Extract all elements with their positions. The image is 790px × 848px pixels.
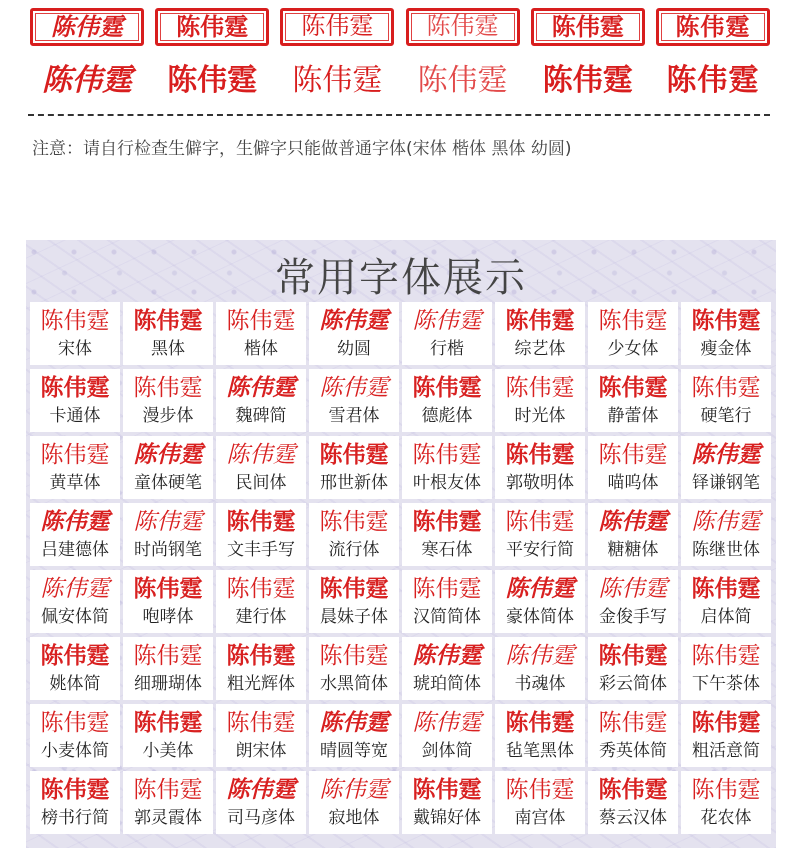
font-sample-text: 陈伟霆 [319, 643, 389, 669]
font-cell [309, 771, 399, 834]
font-sample-text: 陈伟霆 [319, 442, 389, 468]
font-name-label: 漫步体 [142, 406, 194, 426]
font-sample-text: 陈伟霆 [226, 374, 296, 401]
font-name-label: 幼圆 [337, 339, 371, 359]
font-cell [30, 369, 120, 432]
font-cell [588, 302, 678, 365]
font-cell [30, 570, 120, 633]
font-name-label: 小麦体简 [41, 741, 109, 761]
font-cell [588, 704, 678, 767]
font-name-label: 晨妹子体 [320, 607, 388, 627]
font-name-label: 平安行简 [506, 540, 574, 560]
font-name-label: 行楷 [430, 339, 464, 359]
font-name-label: 时尚钢笔 [134, 540, 202, 560]
font-sample-text: 陈伟霆 [598, 710, 668, 736]
font-name-label: 郭敬明体 [506, 473, 574, 493]
stamp-row-plain [30, 58, 770, 104]
font-cell [402, 771, 492, 834]
font-sample-text: 陈伟霆 [691, 576, 761, 602]
font-sample-text: 陈伟霆 [133, 375, 203, 401]
font-cell [681, 436, 771, 499]
font-name-label: 下午茶体 [692, 674, 760, 694]
font-name-label: 小美体 [142, 741, 194, 761]
font-cell [30, 704, 120, 767]
font-cell [309, 302, 399, 365]
font-cell [402, 570, 492, 633]
font-name-label: 佩安体简 [41, 607, 109, 627]
font-name-label: 榜书行简 [41, 808, 109, 828]
font-name-label: 戴锦好体 [413, 808, 481, 828]
font-sample-text: 陈伟霆 [226, 643, 296, 668]
font-sample-text: 陈伟霆 [598, 643, 668, 669]
font-name-label: 粗活意简 [692, 741, 760, 761]
font-cell [123, 503, 213, 566]
font-cell [588, 369, 678, 432]
font-sample-text: 陈伟霆 [133, 777, 203, 803]
font-name-label: 喵呜体 [607, 473, 659, 493]
font-name-label: 楷体 [244, 339, 278, 359]
font-sample-text: 陈伟霆 [691, 710, 761, 735]
panel-title: 常用字体展示 [275, 255, 527, 301]
font-cell [681, 771, 771, 834]
font-name-label: 粗光辉体 [227, 674, 295, 694]
font-sample-text: 陈伟霆 [598, 777, 668, 802]
stamp-row-framed [30, 8, 770, 50]
font-name-label: 书魂体 [514, 674, 566, 694]
font-name-label: 流行体 [328, 540, 380, 560]
font-name-label: 姚体简 [49, 674, 101, 694]
font-cell [402, 704, 492, 767]
font-cell [123, 637, 213, 700]
stamp-sample: 陈伟霆 [656, 8, 770, 46]
stamp-sample: 陈伟霆 [155, 8, 269, 46]
font-name-label: 硬笔行 [700, 406, 752, 426]
font-sample-text: 陈伟霆 [505, 509, 575, 535]
font-sample-text: 陈伟霆 [412, 442, 482, 468]
font-sample-text: 陈伟霆 [691, 777, 761, 803]
font-cell [30, 436, 120, 499]
font-cell [123, 302, 213, 365]
font-cell [681, 704, 771, 767]
font-sample-text: 陈伟霆 [40, 576, 110, 601]
font-cell [588, 771, 678, 834]
font-cell [216, 637, 306, 700]
font-sample-text: 陈伟霆 [691, 643, 761, 669]
font-name-label: 寒石体 [421, 540, 473, 560]
font-name-label: 少女体 [607, 339, 659, 359]
font-cell [402, 369, 492, 432]
font-name-label: 综艺体 [514, 339, 566, 359]
font-sample-text: 陈伟霆 [505, 375, 575, 401]
font-sample-text: 陈伟霆 [319, 375, 389, 400]
font-name-label: 细珊瑚体 [134, 674, 202, 694]
font-cell [402, 436, 492, 499]
stamp-sample: 陈伟霆 [167, 63, 258, 98]
font-name-label: 秀英体简 [599, 741, 667, 761]
font-cell [681, 570, 771, 633]
font-name-label: 花农体 [700, 808, 752, 828]
font-sample-text: 陈伟霆 [319, 709, 389, 736]
font-cell [495, 369, 585, 432]
font-name-label: 琥珀简体 [413, 674, 481, 694]
font-name-label: 雪君体 [328, 406, 380, 426]
font-name-label: 司马彦体 [227, 808, 295, 828]
font-cell [681, 503, 771, 566]
dashed-divider [28, 114, 770, 116]
stamp-sample: 陈伟霆 [30, 8, 144, 46]
font-sample-text: 陈伟霆 [133, 509, 203, 534]
font-name-label: 水黑简体 [320, 674, 388, 694]
font-name-label: 建行体 [235, 607, 287, 627]
font-cell [30, 503, 120, 566]
font-name-label: 启体简 [700, 607, 752, 627]
font-sample-text: 陈伟霆 [319, 576, 389, 601]
font-cell [495, 704, 585, 767]
font-cell [681, 369, 771, 432]
stamp-sample: 陈伟霆 [42, 63, 132, 98]
font-sample-text: 陈伟霆 [412, 576, 482, 602]
font-cell [309, 570, 399, 633]
font-name-label: 咆哮体 [142, 607, 194, 627]
font-sample-text: 陈伟霆 [598, 375, 668, 400]
font-sample-text: 陈伟霆 [133, 576, 203, 602]
stamp-sample: 陈伟霆 [292, 64, 383, 97]
font-sample-text: 陈伟霆 [412, 375, 482, 401]
font-sample-text: 陈伟霆 [133, 710, 203, 735]
font-sample-text: 陈伟霆 [226, 710, 296, 736]
font-cell [216, 704, 306, 767]
font-sample-text: 陈伟霆 [598, 308, 668, 334]
font-cell [495, 771, 585, 834]
font-sample-text: 陈伟霆 [505, 777, 575, 803]
font-sample-text: 陈伟霆 [40, 710, 110, 736]
font-name-label: 豪体简体 [506, 607, 574, 627]
font-name-label: 静蕾体 [607, 406, 659, 426]
font-cell [123, 570, 213, 633]
font-name-label: 彩云简体 [599, 674, 667, 694]
font-name-label: 瘦金体 [700, 339, 752, 359]
font-sample-text: 陈伟霆 [319, 777, 389, 802]
font-cell [123, 704, 213, 767]
font-sample-text: 陈伟霆 [226, 776, 296, 803]
font-name-label: 德彪体 [421, 406, 473, 426]
font-showcase-panel [26, 240, 776, 848]
font-cell [309, 704, 399, 767]
font-cell [123, 771, 213, 834]
font-name-label: 朗宋体 [235, 741, 287, 761]
font-sample-text: 陈伟霆 [691, 509, 761, 534]
font-sample-text: 陈伟霆 [598, 508, 668, 535]
font-name-label: 陈继世体 [692, 540, 760, 560]
font-cell [216, 771, 306, 834]
font-name-label: 时光体 [514, 406, 566, 426]
font-name-label: 叶根友体 [413, 473, 481, 493]
font-cell [402, 503, 492, 566]
font-cell [123, 369, 213, 432]
font-sample-text: 陈伟霆 [40, 375, 110, 400]
stamp-sample: 陈伟霆 [417, 64, 508, 97]
font-sample-text: 陈伟霆 [226, 442, 296, 467]
font-sample-text: 陈伟霆 [412, 509, 482, 534]
font-sample-text: 陈伟霆 [412, 308, 482, 333]
font-name-label: 黑体 [151, 339, 185, 359]
font-cell [402, 637, 492, 700]
font-sample-text: 陈伟霆 [598, 576, 668, 601]
font-cell [495, 637, 585, 700]
stamp-sample: 陈伟霆 [406, 8, 520, 46]
font-sample-text: 陈伟霆 [505, 308, 575, 334]
font-cell [588, 503, 678, 566]
font-sample-text: 陈伟霆 [412, 710, 482, 735]
font-cell [216, 503, 306, 566]
font-sample-text: 陈伟霆 [691, 441, 761, 468]
font-sample-text: 陈伟霆 [226, 308, 296, 334]
font-cell [681, 302, 771, 365]
font-cell [588, 637, 678, 700]
font-sample-text: 陈伟霆 [505, 643, 575, 668]
font-cell [495, 436, 585, 499]
font-cell [216, 302, 306, 365]
font-cell [216, 570, 306, 633]
font-name-label: 寂地体 [328, 808, 380, 828]
font-name-label: 糖糖体 [607, 540, 659, 560]
font-cell [30, 771, 120, 834]
font-name-label: 铎谦钢笔 [692, 473, 760, 493]
font-cell [216, 369, 306, 432]
font-cell [402, 302, 492, 365]
stamp-sample: 陈伟霆 [531, 8, 645, 46]
font-cell [309, 436, 399, 499]
font-sample-text: 陈伟霆 [40, 643, 110, 669]
font-grid [30, 302, 774, 834]
stamp-sample: 陈伟霆 [666, 63, 760, 98]
font-cell [30, 302, 120, 365]
font-cell [681, 637, 771, 700]
font-sample-text: 陈伟霆 [598, 442, 668, 468]
font-name-label: 郭灵霞体 [134, 808, 202, 828]
font-cell [495, 570, 585, 633]
font-cell [30, 637, 120, 700]
font-name-label: 文丰手写 [227, 540, 295, 560]
font-name-label: 金俊手写 [599, 607, 667, 627]
font-sample-text: 陈伟霆 [40, 442, 110, 468]
font-name-label: 剑体简 [421, 741, 473, 761]
font-sample-text: 陈伟霆 [505, 710, 575, 736]
font-cell [309, 637, 399, 700]
font-name-label: 童体硬笔 [134, 473, 202, 493]
font-name-label: 蔡云汉体 [599, 808, 667, 828]
font-name-label: 汉简简体 [413, 607, 481, 627]
font-sample-text: 陈伟霆 [412, 777, 482, 803]
font-sample-text: 陈伟霆 [505, 442, 575, 467]
font-cell [123, 436, 213, 499]
font-sample-text: 陈伟霆 [226, 509, 296, 535]
font-cell [309, 503, 399, 566]
font-name-label: 南宫体 [514, 808, 566, 828]
font-name-label: 吕建德体 [41, 540, 109, 560]
font-sample-text: 陈伟霆 [319, 509, 389, 535]
font-cell [495, 503, 585, 566]
font-sample-text: 陈伟霆 [691, 375, 761, 401]
font-cell [495, 302, 585, 365]
font-cell [588, 436, 678, 499]
font-sample-text: 陈伟霆 [319, 307, 389, 334]
font-sample-text: 陈伟霆 [412, 642, 482, 669]
font-cell [309, 369, 399, 432]
font-sample-text: 陈伟霆 [40, 508, 110, 535]
font-sample-text: 陈伟霆 [40, 308, 110, 334]
font-name-label: 宋体 [58, 339, 92, 359]
font-sample-text: 陈伟霆 [40, 777, 110, 802]
notice-text: 注意：请自行检查生僻字，生僻字只能做普通字体(宋体 楷体 黑体 幼圆) [32, 139, 572, 159]
font-name-label: 魏碑简 [235, 406, 287, 426]
font-sample-text: 陈伟霆 [133, 308, 203, 333]
font-cell [216, 436, 306, 499]
stamp-sample: 陈伟霆 [542, 63, 633, 98]
font-name-label: 邢世新体 [320, 473, 388, 493]
font-sample-text: 陈伟霆 [226, 576, 296, 602]
font-name-label: 黄草体 [49, 473, 101, 493]
font-name-label: 卡通体 [49, 406, 101, 426]
font-name-label: 毡笔黑体 [506, 741, 574, 761]
font-sample-text: 陈伟霆 [133, 441, 203, 468]
stamp-sample: 陈伟霆 [280, 8, 394, 46]
font-name-label: 晴圆等宽 [320, 741, 388, 761]
font-sample-text: 陈伟霆 [691, 308, 761, 333]
font-sample-text: 陈伟霆 [133, 643, 203, 669]
font-cell [588, 570, 678, 633]
font-sample-text: 陈伟霆 [505, 575, 575, 602]
font-name-label: 民间体 [235, 473, 287, 493]
